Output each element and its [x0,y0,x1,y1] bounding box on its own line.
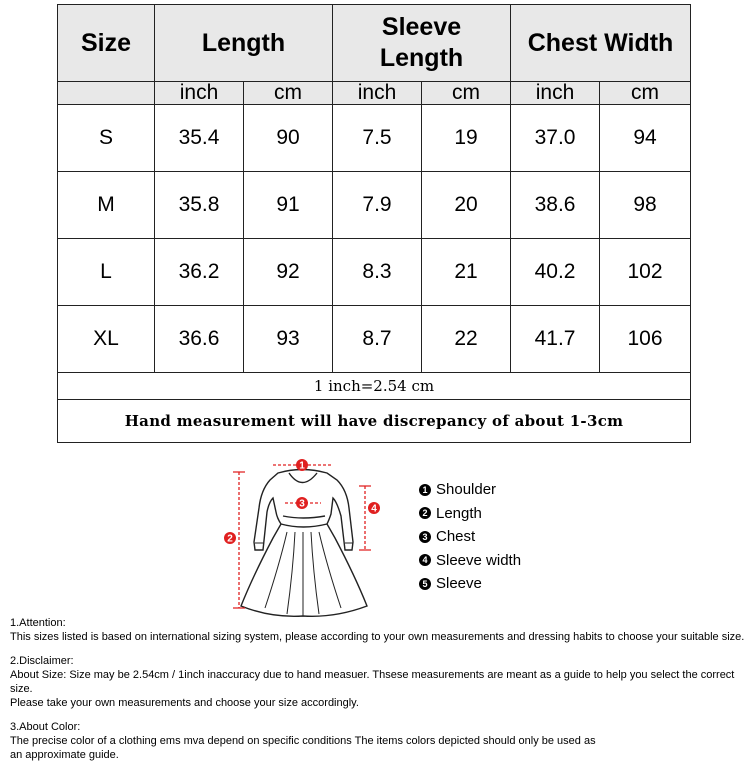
chest-inch-cell: 40.2 [511,239,600,306]
length-cm-cell: 93 [244,306,333,373]
legend-item [419,502,521,526]
attention-title: 1.Attention: [10,617,66,629]
legend-item [419,525,521,549]
unit-cell: inch [333,82,422,105]
chest-inch-cell: 37.0 [511,105,600,172]
sleeve-cm-cell: 21 [422,239,511,306]
table-row [58,172,691,239]
chest-cm-cell: 102 [600,239,691,306]
table-row [58,306,691,373]
legend-label: Length [436,504,482,522]
disclaimer-block [10,654,745,710]
size-chart-table [57,4,691,443]
attention-block [10,616,745,644]
discrepancy-note: Hand measurement will have discrepancy of about 1-3cm [58,400,691,443]
legend-label: Sleeve width [436,551,522,569]
color-block [10,720,745,762]
header-row [58,5,691,82]
length-inch-cell: 35.4 [155,105,244,172]
sleeve-inch-cell: 8.3 [333,239,422,306]
table-row [58,239,691,306]
sleeve-inch-cell: 7.5 [333,105,422,172]
size-cell: L [58,239,155,306]
length-inch-cell: 36.2 [155,239,244,306]
size-cell: XL [58,306,155,373]
legend-item [419,478,521,502]
length-header: Length [155,5,333,82]
color-text: an approximate guide. [10,749,119,761]
chest-cm-cell: 98 [600,172,691,239]
legend-number-icon: 2 [419,507,431,519]
unit-cell: cm [244,82,333,105]
length-inch-cell: 35.8 [155,172,244,239]
legend-label: Sleeve [436,575,482,593]
sleeve-length-header [333,5,511,82]
size-cell: S [58,105,155,172]
legend-item [419,572,521,596]
legend-number-icon: 5 [419,578,431,590]
chest-inch-cell: 41.7 [511,306,600,373]
length-cm-cell: 92 [244,239,333,306]
units-row [58,82,691,105]
dress-illustration [215,446,395,624]
sleeve-cm-cell: 19 [422,105,511,172]
legend-label: Chest [436,528,476,546]
discrepancy-note-row [58,400,691,443]
dress-measurement-figure [215,446,395,624]
chest-inch-cell: 38.6 [511,172,600,239]
chest-width-header: Chest Width [511,5,691,82]
marker-4-label: 4 [371,503,377,515]
conversion-note-row [58,373,691,400]
marker-3-label: 3 [299,498,305,510]
size-header: Size [58,5,155,82]
sleeve-cm-cell: 20 [422,172,511,239]
length-inch-cell: 36.6 [155,306,244,373]
unit-cell: cm [422,82,511,105]
units-blank-cell [58,82,155,105]
sleeve-inch-cell: 8.7 [333,306,422,373]
color-title: 3.About Color: [10,721,81,733]
disclaimer-text: Please take your own measurements and choose your size accordingly. [10,697,359,709]
unit-cell: cm [600,82,691,105]
chest-cm-cell: 94 [600,105,691,172]
size-cell: M [58,172,155,239]
notes-section [10,616,745,772]
legend-label: Shoulder [436,481,497,499]
measurement-legend [419,478,521,596]
sleeve-cm-cell: 22 [422,306,511,373]
legend-number-icon: 4 [419,554,431,566]
sleeve-header-line2: Length [379,44,464,72]
attention-text: This sizes listed is based on international sizing system, please according to your own measurements and dressing habits to choose your suitable size. [10,631,745,643]
conversion-note: 1 inch=2.54 cm [58,373,691,400]
length-cm-cell: 91 [244,172,333,239]
sleeve-header-line1: Sleeve [381,13,462,41]
unit-cell: inch [511,82,600,105]
marker-1-label: 1 [299,460,305,472]
color-text: The precise color of a clothing ems mva depend on specific conditions The items colors depicted should only be used as [10,735,596,747]
marker-2-label: 2 [227,533,233,545]
dress-outline [241,470,367,617]
legend-number-icon: 3 [419,531,431,543]
chest-cm-cell: 106 [600,306,691,373]
unit-cell: inch [155,82,244,105]
legend-number-icon: 1 [419,484,431,496]
table-row [58,105,691,172]
length-cm-cell: 90 [244,105,333,172]
disclaimer-title: 2.Disclaimer: [10,655,74,667]
sleeve-inch-cell: 7.9 [333,172,422,239]
legend-item [419,549,521,573]
disclaimer-text: About Size: Size may be 2.54cm / 1inch inaccuracy due to hand measuer. Thsese measurements are meant as a guide to help you select the correct size. [10,669,735,695]
